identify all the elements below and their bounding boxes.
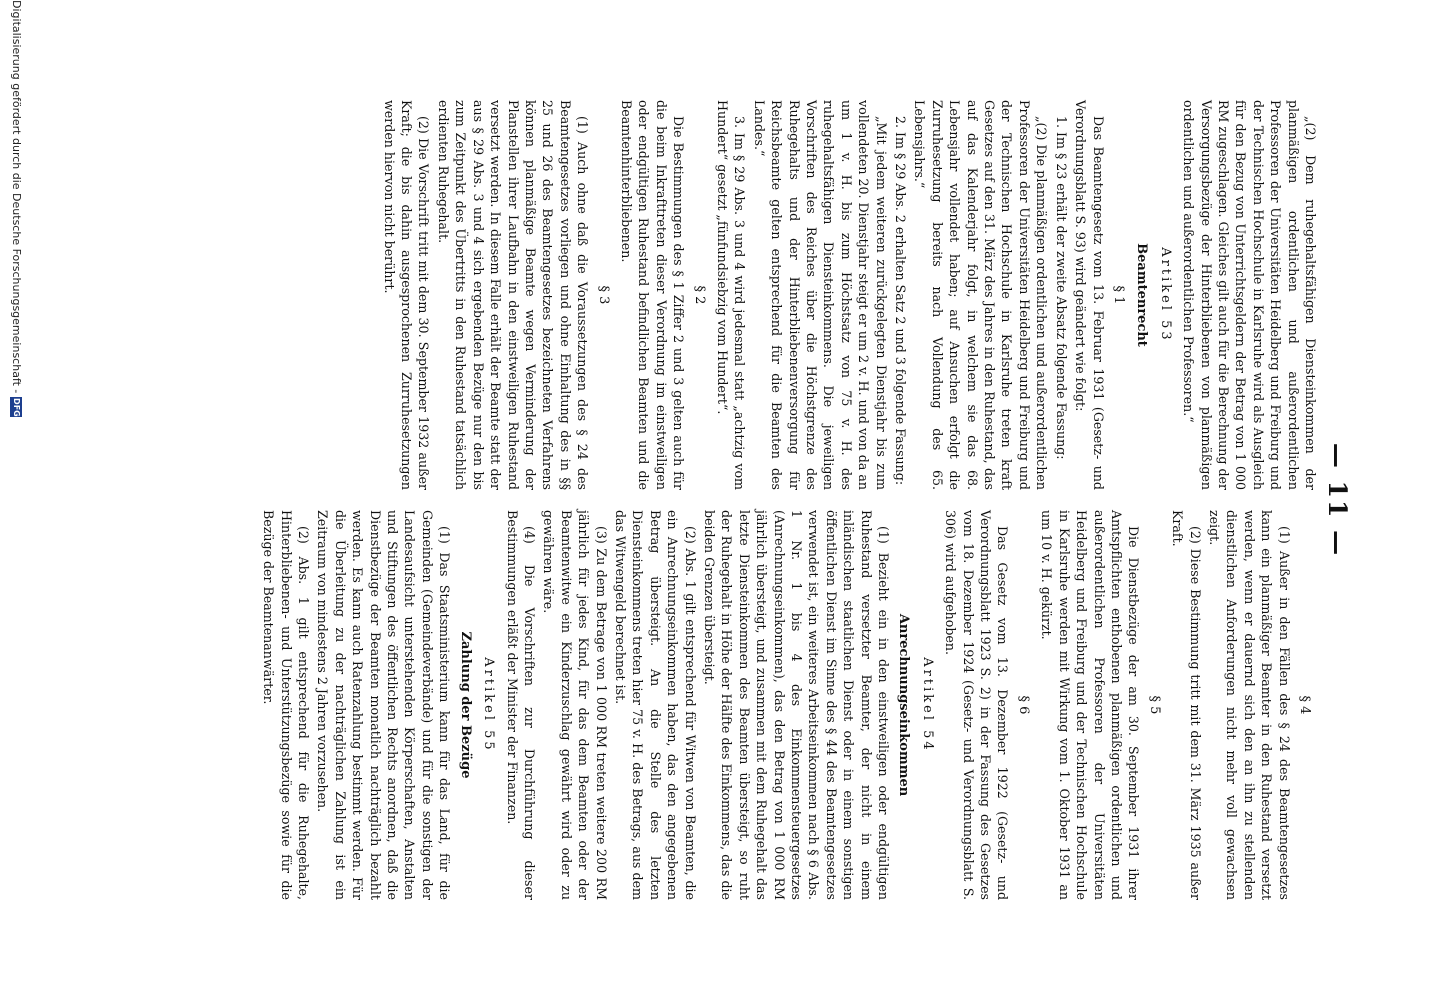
article-54-para-3: (3) Zu dem Betrage von 1 000 RM treten weitere 200 RM jährlich für jedes Kind, für das dem Beamten oder der Beamtenwitwe ein Kinderzuschlag gewährt wird oder zu gewähren wäre. bbox=[541, 510, 609, 900]
article-53-title: Artikel 53 bbox=[1157, 247, 1173, 343]
section-3-para-2: (2) Die Vorschrift tritt mit dem 30. September 1932 außer Kraft; die bis dahin ausgesprochenen Zurruhesetzungen werden hiervon nicht berührt. bbox=[381, 100, 432, 490]
section-6-text: Das Gesetz vom 13. Dezember 1922 (Gesetz- und Verordnungsblatt 1923 S. 2) in der Fassung des Gesetzes vom 18. Dezember 1924 (Gesetz- und Verordnungsblatt S. 306) wird aufgehoben. bbox=[943, 510, 1011, 900]
article-55-title: Artikel 55 bbox=[481, 657, 497, 753]
section-1-heading: § 1 bbox=[1110, 285, 1126, 305]
section-1-item-1: 1. Im § 23 erhält der zweite Absatz folgende Fassung: bbox=[1053, 116, 1069, 460]
section-1-item-2-quote: „Mit jedem weiteren zurückgelegten Dienstjahr bis zum vollendeten 20. Dienstjahr steigt er um 2 v. H. und von da an um 1 v. H. bis zum Höchstsatz von 75 v. H. des ruhegehaltsfähigen Diensteinkommens. Die jeweiligen Vorschriften des Reiches über die Höchstgrenze des Ruhegehalts und der Hinterbliebenenversorgung für Reichsbeamte gelten entsprechend für die Beamten des Landes.“ bbox=[751, 100, 889, 490]
section-4-heading: § 4 bbox=[1297, 695, 1312, 715]
article-54-para-2: (2) Abs. 1 gilt entsprechend für Witwen von Beamten, die ein Anrechnungseinkommen haben, das den angegebenen Betrag übersteigt. An die Stelle des letzten Diensteinkommens treten hier 75 v. H. des Betrags, aus dem das Witwengeld berechnet ist. bbox=[612, 510, 698, 900]
article-55-subtitle: Zahlung der Bezüge bbox=[457, 631, 473, 779]
section-6-heading: § 6 bbox=[1015, 695, 1031, 715]
page-number: — 11 — bbox=[1323, 442, 1352, 558]
section-1-item-2: 2. Im § 29 Abs. 2 erhalten Satz 2 und 3 folgende Fassung: bbox=[893, 116, 909, 486]
section-4-para-2: (2) Diese Bestimmung tritt mit dem 31. März 1935 außer Kraft. bbox=[1170, 510, 1203, 900]
digitization-footer bbox=[10, 0, 23, 1000]
section-2-text: Die Bestimmungen des § 1 Ziffer 2 und 3 gelten auch für die beim Inkrafttreten dieser Verordnung im einstweiligen oder endgültigen Ruhestand befindlichen Beamten und die Beamtenhinterbliebenen. bbox=[618, 100, 687, 490]
section-5-heading: § 5 bbox=[1146, 695, 1162, 715]
dfg-logo: DFG bbox=[12, 398, 22, 417]
left-column bbox=[378, 100, 1319, 490]
section-1-item-1-quote: „(2) Die planmäßigen ordentlichen und außerordentlichen Professoren der Universitäten Heidelberg und Freiburg und der Technischen Hochschule in Karlsruhe treten kraft Gesetzes auf den 31. März des Jahres in den Ruhestand, das auf das Kalenderjahr folgt, in welchem sie das 68. Lebensjahr vollendet haben; auf Ansuchen erfolgt die Zurruhesetzung bereits nach Vollendung des 65. Lebensjahrs.“ bbox=[912, 100, 1050, 490]
article-54-title: Artikel 54 bbox=[919, 657, 935, 753]
section-3-heading: § 3 bbox=[595, 285, 611, 305]
section-1-item-3: 3. Im § 29 Abs. 3 und 4 wird jedesmal statt „achtzig vom Hundert“ gesetzt „fünfundsiebzig vom Hundert“. bbox=[715, 100, 748, 490]
section-3-para-1: (1) Auch ohne daß die Voraussetzungen des § 24 des Beamtengesetzes vorliegen und ohne Einhaltung des in §§ 25 und 26 des Beamtengesetzes bezeichneten Verfahrens können planmäßige Beamte wegen Verminderung der Planstellen ihrer Laufbahn in den einstweiligen Ruhestand versetzt werden. In diesem Falle erhält der Beamte statt der aus § 29 Abs. 3 und 4 sich ergebenden Bezüge nur den bis zum Zeitpunkt des Übertritts in den Ruhestand tatsächlich erdienten Ruhegehalt. bbox=[435, 100, 591, 490]
article-53-subtitle: Beamtenrecht bbox=[1134, 243, 1150, 347]
article-55-para-2: (2) Abs. 1 gilt entsprechend für die Ruhegehalte, Hinterbliebenen- und Unterstützungsbezüge sowie für die Bezüge der Beamtenanwärter. bbox=[261, 510, 312, 900]
section-1-intro: Das Beamtengesetz vom 13. Februar 1931 (Gesetz- und Verordnungsblatt S. 93) wird geändert wie folgt: bbox=[1073, 100, 1106, 490]
intro-paragraph: „(2) Dem ruhegehaltsfähigen Diensteinkommen der planmäßigen ordentlichen und außerordentlichen Professoren der Universitäten Heidelberg und Freiburg und der Technischen Hochschule in Karlsruhe wird als Ausgleich für den Bezug von Unterrichtsgeldern der Betrag von 1 000 RM zugeschlagen. Gleiches gilt auch für die Berechnung der Versorgungsbezüge der Hinterbliebenen von planmäßigen ordentlichen und außerordentlichen Professoren.“ bbox=[1181, 100, 1318, 490]
digitization-note: Digitalisierung gefördert durch die Deutsche Forschungsgemeinschaft - bbox=[10, 0, 23, 394]
section-4-para-1: (1) Außer in den Fällen des § 24 des Beamtengesetzes kann ein planmäßiger Beamter in den Ruhestand versetzt werden, wenn er dauernd sich den an ihn zu stellenden dienstlichen Anforderungen nicht mehr voll gewachsen zeigt. bbox=[1206, 510, 1292, 900]
article-55-para-1: (1) Das Staatsministerium kann für das Land, für die Gemeinden (Gemeindeverbände) und für die sonstigen der Landesaufsicht unterstehenden Körperschaften, Anstalten und Stiftungen des öffentlichen Rechts anordnen, daß die Dienstbezüge der Beamten monatlich nachträglich bezahlt werden. Es kann auch Ratenzahlung bestimmt werden. Für die Überleitung zu der nachträglichen Zahlung ist ein Zeitraum von mindestens 2 Jahren vorzusehen. bbox=[315, 510, 453, 900]
right-column bbox=[258, 510, 1319, 900]
article-54-subtitle: Anrechnungseinkommen bbox=[896, 613, 912, 797]
section-5-text: Die Dienstbezüge der am 30. September 1931 ihrer Amtspflichten enthobenen planmäßigen ordentlichen und außerordentlichen Professoren der Universitäten Heidelberg und Freiburg und der Technischen Hochschule in Karlsruhe werden mit Wirkung vom 1. Oktober 1931 an um 10 v. H. gekürzt. bbox=[1039, 510, 1142, 900]
article-54-para-4: (4) Die Vorschriften zur Durchführung dieser Bestimmungen erläßt der Minister der Finanzen. bbox=[504, 510, 537, 900]
section-2-heading: § 2 bbox=[691, 285, 707, 305]
article-54-para-1: (1) Bezieht ein in den einstweiligen oder endgültigen Ruhestand versetzter Beamter, der nicht in einem inländischen staatlichen Dienst oder in einem sonstigen öffentlichen Dienst im Sinne des § 44 des Beamtengesetzes verwendet ist, ein weiteres Arbeitseinkommen nach § 6 Abs. 1 Nr. 1 bis 4 des Einkommensteuergesetzes (Anrechnungseinkommen), das den Betrag von 1 000 RM jährlich übersteigt, und zusammen mit dem Ruhegehalt das letzte Diensteinkommen des Beamten übersteigt, so ruht der Ruhegehalt in Höhe der Hälfte des Einkommens, das die beiden Grenzen übersteigt. bbox=[702, 510, 892, 900]
